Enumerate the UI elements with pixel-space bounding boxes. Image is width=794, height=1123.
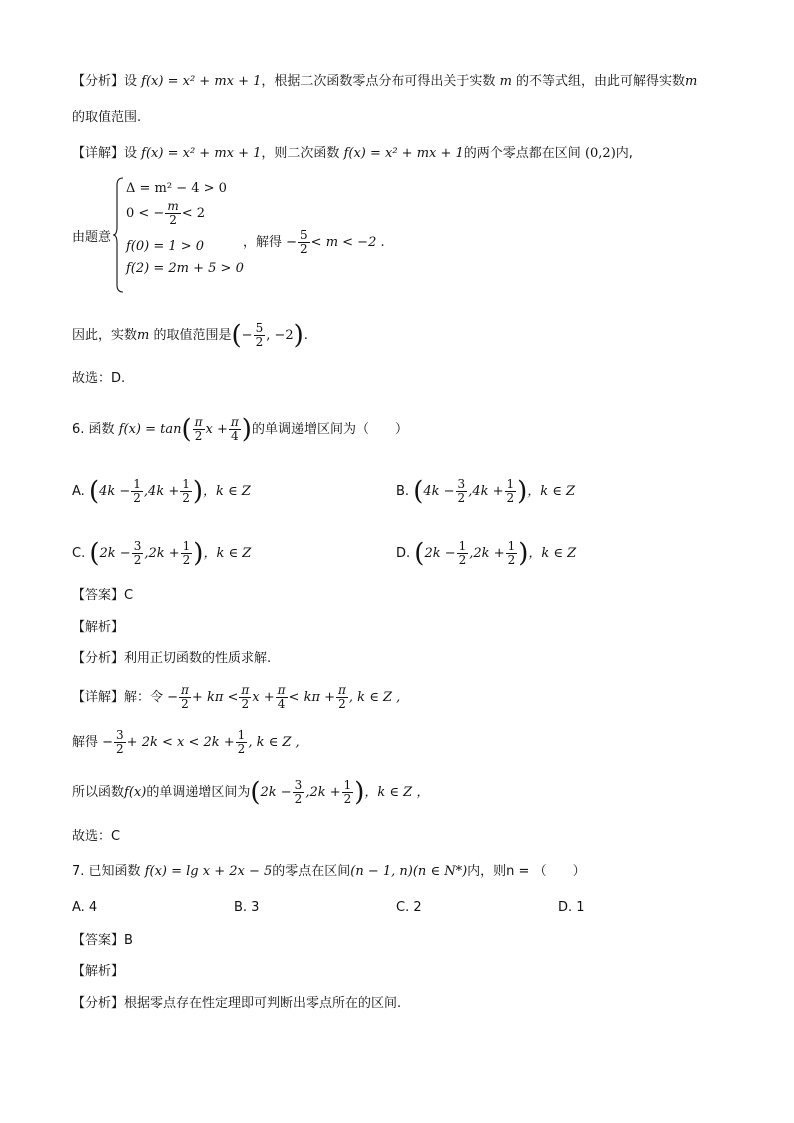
- sys-line-2: [126, 200, 244, 236]
- option-letter: C.: [72, 546, 86, 561]
- fraction: $\frac{1}{2}$: [458, 539, 467, 567]
- text: x +: [252, 690, 275, 705]
- text: 的两个零点都在区间: [463, 146, 581, 161]
- text: ，k ∈ Z: [527, 484, 576, 499]
- formula: f(x) = x² + mx + 1: [141, 146, 262, 161]
- fraction: $\frac{5}{2}$: [300, 228, 308, 256]
- q6-analysis: 【分析】利用正切函数的性质求解.: [72, 651, 272, 666]
- text: 的不等式组，由此可解得实数: [516, 74, 686, 89]
- variable: m: [685, 74, 698, 89]
- q6-solve: [72, 729, 300, 756]
- q7-jiexi: 【解析】: [72, 964, 125, 979]
- text: 4k −: [423, 484, 455, 499]
- text: ，k ∈ Z ，: [364, 785, 430, 800]
- q6-stem: 6. 函数 f(x) = tan( $\frac{\pi}{2}$ x + $\frac{\pi}{4}$ )的单调递增区间为（ ）: [72, 414, 408, 445]
- left-brace: [112, 177, 124, 293]
- text: ,4k +: [143, 484, 180, 499]
- formula: f(x) = x² + mx + 1: [343, 146, 464, 161]
- fraction: $\frac{\pi}{2}$: [181, 683, 189, 711]
- option-letter: B.: [396, 484, 410, 499]
- fraction: $\frac{1}{2}$: [507, 539, 516, 567]
- text: 设: [124, 74, 138, 89]
- fraction: $\frac{1}{2}$: [343, 778, 352, 806]
- q6-option-b[interactable]: B. (4k − $\frac{3}{2}$ ,4k + $\frac{1}{2}$ )，k ∈ Z: [396, 476, 576, 507]
- formula: f(x) = tan: [118, 422, 182, 437]
- p5-analysis-line: [72, 73, 697, 91]
- q6-option-d[interactable]: D. (2k − $\frac{1}{2}$ ,2k + $\frac{1}{2}$ )，k ∈ Z: [396, 538, 577, 569]
- fraction: $\frac{m}{2}$: [167, 199, 179, 227]
- p5-detail-line: [72, 145, 633, 163]
- text: < kπ +: [288, 690, 336, 705]
- q6-answer: 【答案】C: [72, 588, 134, 603]
- text: 内，则: [467, 864, 507, 879]
- text: < 2: [181, 206, 206, 221]
- text: 2k −: [260, 785, 292, 800]
- option-letter: A.: [72, 484, 85, 499]
- formula: f(x): [124, 785, 147, 800]
- by-condition-label: 由题意: [72, 230, 112, 245]
- fraction: $\frac{3}{2}$: [133, 539, 142, 567]
- text: 7. 已知函数: [72, 864, 141, 879]
- q6-so: 所以函数f(x)的单调递增区间为(2k − $\frac{3}{2}$ ,2k + $\frac{1}{2}$ )，k ∈ Z ，: [72, 777, 430, 808]
- text: < m < −2 .: [310, 235, 385, 250]
- text: 的取值范围是: [153, 328, 232, 343]
- fraction: $\frac{1}{2}$: [182, 539, 191, 567]
- text: 6. 函数: [72, 422, 115, 437]
- inequality-system: [126, 178, 244, 280]
- variable: m: [499, 74, 512, 89]
- q7-analysis: 【分析】根据零点存在性定理即可判断出零点所在的区间.: [72, 996, 402, 1011]
- text: 0 < −: [126, 206, 165, 221]
- q6-option-c[interactable]: C. (2k − $\frac{3}{2}$ ,2k + $\frac{1}{2}$ )，k ∈ Z: [72, 538, 252, 569]
- interval: (0,2): [584, 146, 616, 161]
- text: 的单调递增区间为（ ）: [251, 422, 408, 437]
- option-letter: D.: [396, 546, 411, 561]
- text: ,2k +: [305, 785, 341, 800]
- text: ，k ∈ Z: [203, 546, 252, 561]
- text: ，解得 −: [243, 235, 298, 250]
- p5-therefore: 因此，实数m 的取值范围是(− $\frac{5}{2}$ , −2).: [72, 320, 308, 351]
- text: ，k ∈ Z: [528, 546, 577, 561]
- text: 的单调递增区间为: [146, 785, 251, 800]
- text: 4k −: [99, 484, 131, 499]
- q7-option-d[interactable]: D. 1: [558, 900, 585, 915]
- text: 2k −: [99, 546, 131, 561]
- sys-line-1: Δ = m² − 4 > 0: [126, 181, 227, 196]
- q7-option-c[interactable]: C. 2: [396, 900, 422, 915]
- q6-option-a[interactable]: A. (4k − $\frac{1}{2}$ ,4k + $\frac{1}{2}$ )，k ∈ Z: [72, 476, 251, 507]
- solve-result: [243, 229, 385, 256]
- q6-detail: [72, 684, 400, 711]
- text: , −2: [266, 328, 294, 343]
- text: + 2k < x < 2k +: [126, 735, 235, 750]
- fraction: $\frac{1}{2}$: [133, 477, 141, 505]
- text: ，根据二次函数零点分布可得出关于实数: [261, 74, 496, 89]
- fraction: $\frac{3}{2}$: [457, 477, 466, 505]
- text: 设: [124, 146, 138, 161]
- q7-option-a[interactable]: A. 4: [72, 900, 98, 915]
- text: ,2k +: [144, 546, 180, 561]
- sys-line-3: f(0) = 1 > 0: [126, 239, 205, 254]
- fraction: $\frac{3}{2}$: [294, 778, 303, 806]
- q6-jiexi: 【解析】: [72, 620, 125, 635]
- q7-option-b[interactable]: B. 3: [234, 900, 260, 915]
- sys-line-4: f(2) = 2m + 5 > 0: [126, 261, 244, 276]
- text: + kπ <: [191, 690, 239, 705]
- text: 的零点在区间: [272, 864, 351, 879]
- fraction: $\frac{1}{2}$: [182, 477, 190, 505]
- text: n = （ ）: [506, 864, 586, 879]
- fraction: $\frac{\pi}{2}$: [338, 683, 346, 711]
- formula: f(x) = x² + mx + 1: [141, 74, 262, 89]
- text: , k ∈ Z ,: [248, 735, 300, 750]
- text: 内,: [615, 146, 633, 161]
- text: 因此，实数: [72, 328, 138, 343]
- text: ，则二次函数: [261, 146, 340, 161]
- formula: (n − 1, n)(n ∈ N*): [350, 864, 468, 879]
- q6-choose: 故选：C: [72, 829, 121, 844]
- text: 所以函数: [72, 785, 125, 800]
- text: 2k −: [424, 546, 456, 561]
- text: ,4k +: [468, 484, 504, 499]
- detail-tag: 【详解】: [72, 146, 125, 161]
- fraction: $\frac{\pi}{4}$: [277, 683, 286, 711]
- p5-analysis-cont: 的取值范围.: [72, 110, 142, 125]
- analysis-tag: 【分析】: [72, 74, 125, 89]
- fraction: $\frac{1}{2}$: [506, 477, 515, 505]
- q7-answer: 【答案】B: [72, 933, 133, 948]
- p5-choose: 故选：D.: [72, 371, 126, 386]
- fraction: $\frac{3}{2}$: [116, 728, 124, 756]
- text: , k ∈ Z ,: [348, 690, 401, 705]
- fraction: $\frac{\pi}{2}$: [194, 415, 203, 443]
- text: ,2k +: [469, 546, 505, 561]
- fraction: $\frac{1}{2}$: [237, 728, 246, 756]
- variable: m: [137, 328, 150, 343]
- q7-stem: [72, 863, 586, 881]
- fraction: $\frac{\pi}{4}$: [230, 415, 239, 443]
- fraction: $\frac{\pi}{2}$: [241, 683, 250, 711]
- fraction: $\frac{5}{2}$: [255, 321, 264, 349]
- text: 【详解】解：令 −: [72, 690, 179, 705]
- text: 解得 −: [72, 735, 114, 750]
- text: ，k ∈ Z: [203, 484, 251, 499]
- formula: f(x) = lg x + 2x − 5: [144, 864, 273, 879]
